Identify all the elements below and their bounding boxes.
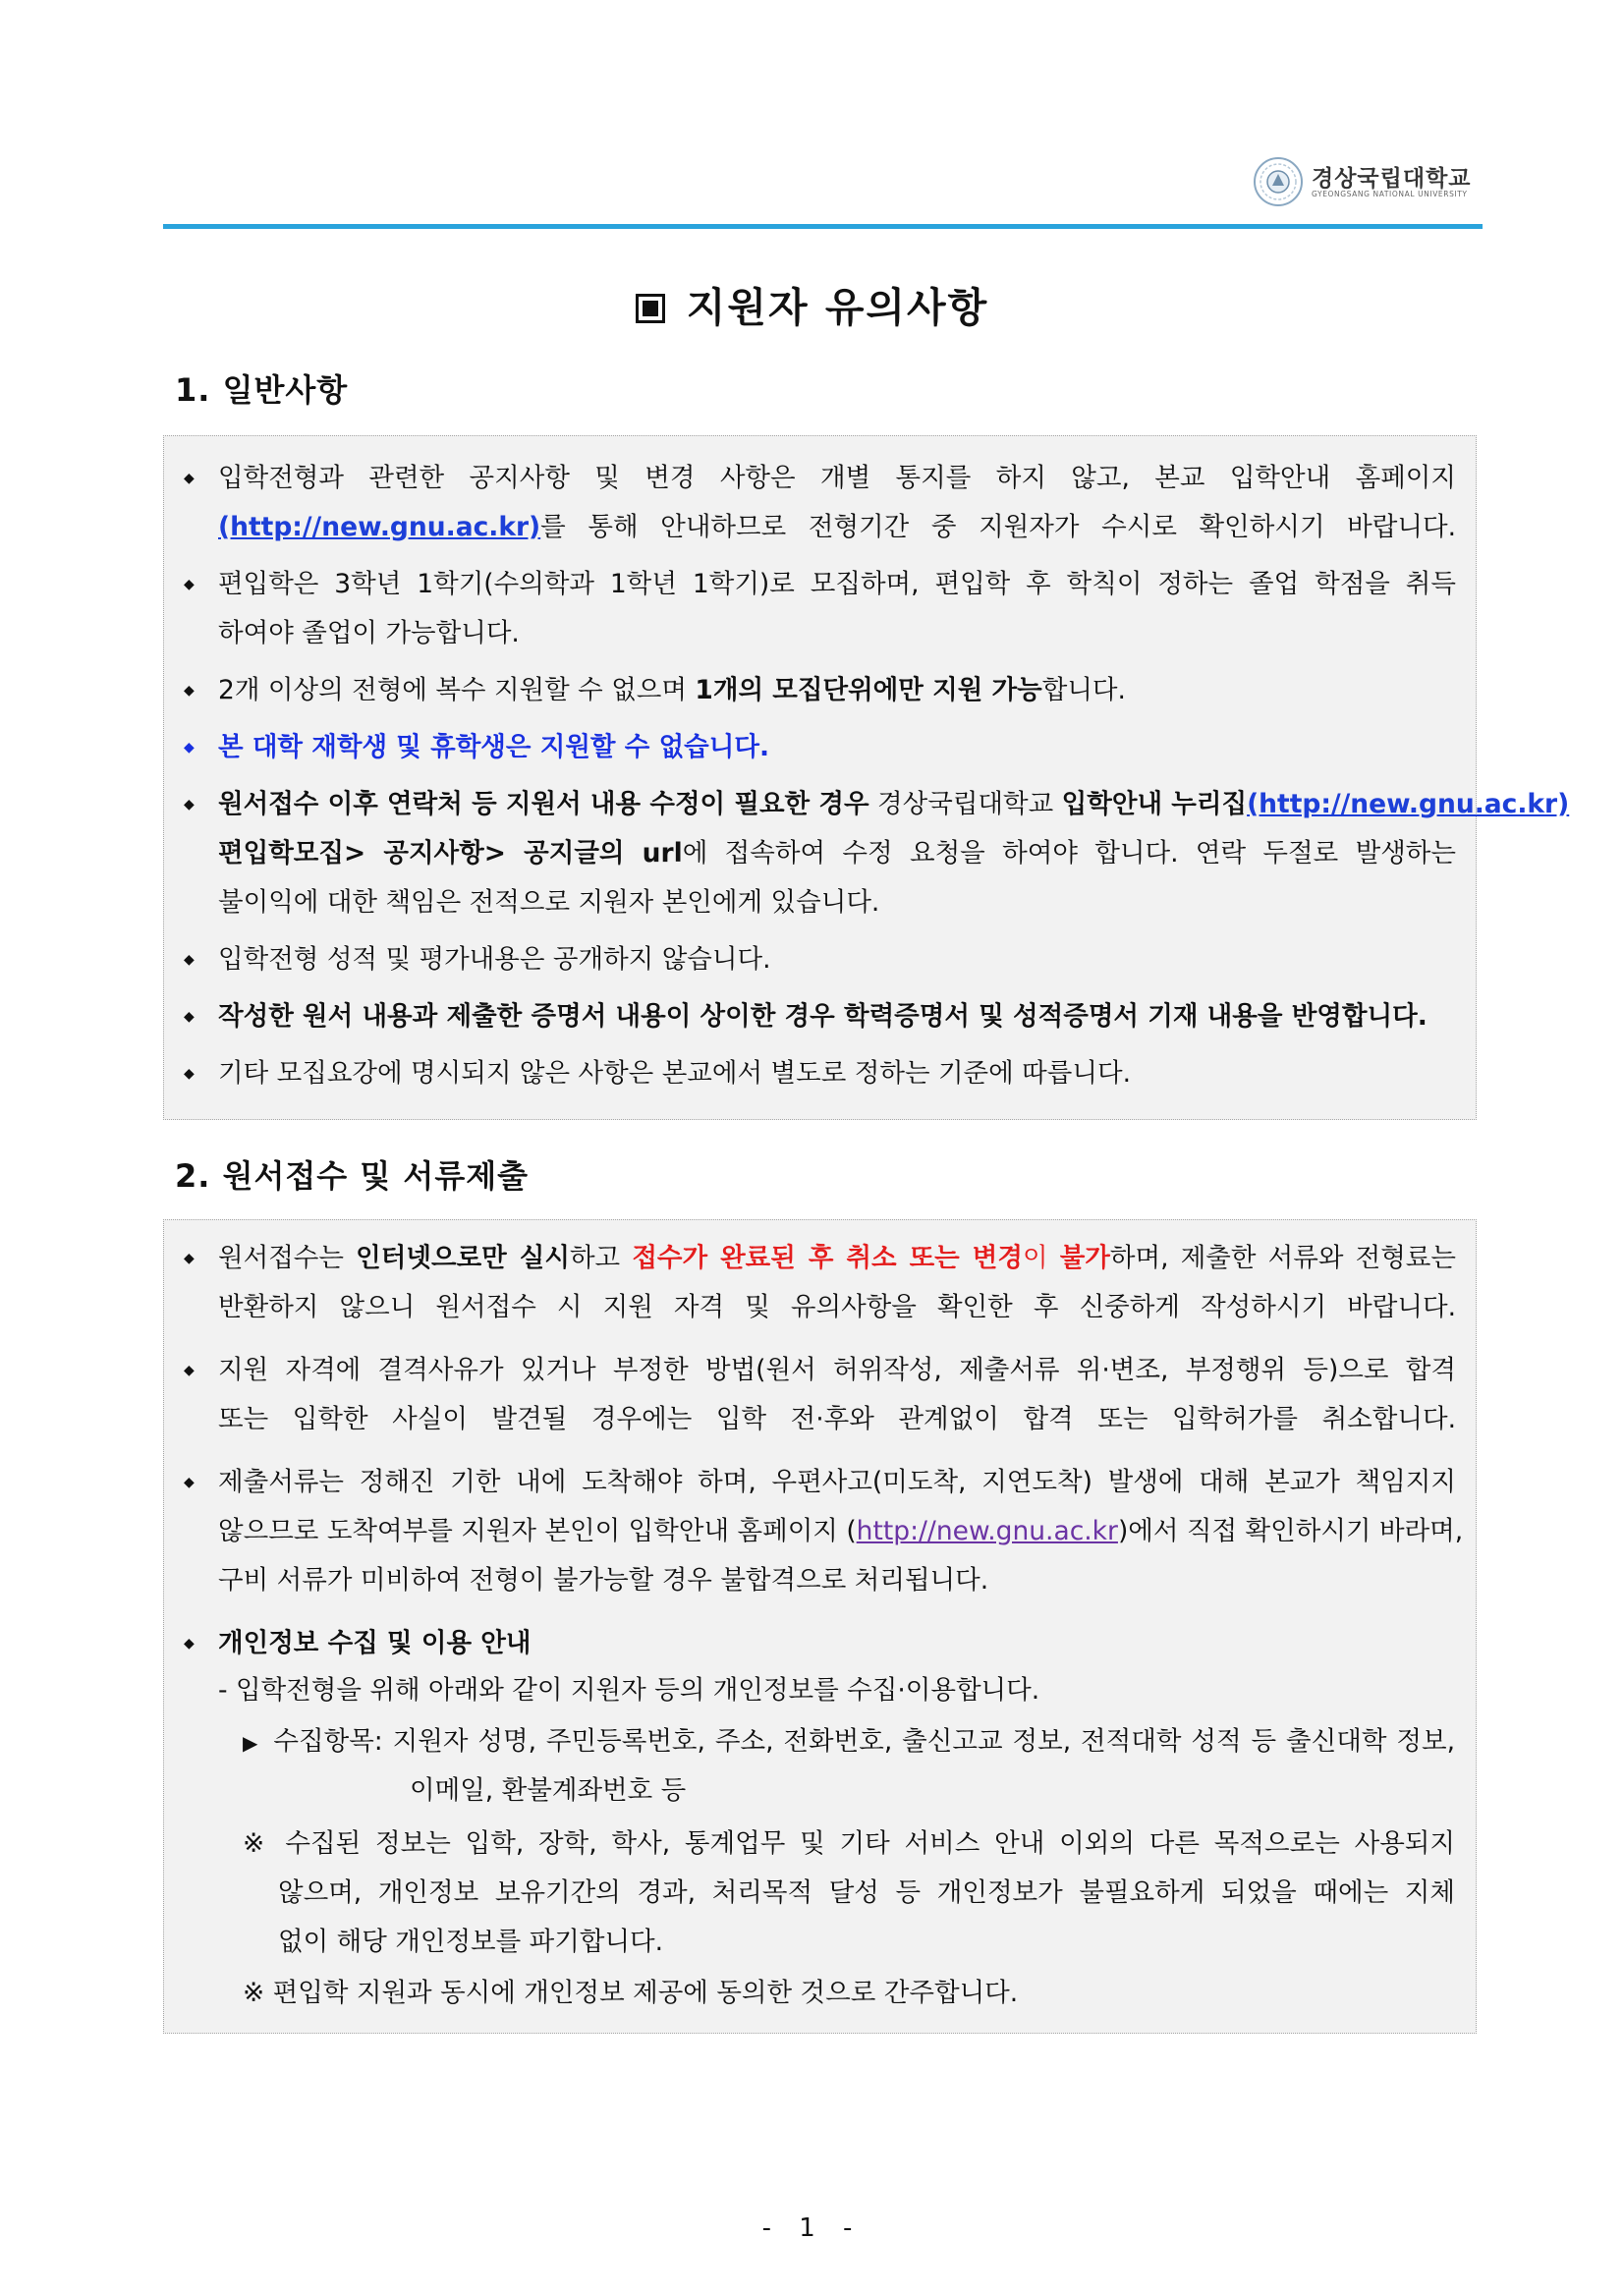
diamond-bullet-icon: ◆ <box>184 1363 195 1378</box>
diamond-bullet-icon: ◆ <box>184 1251 195 1266</box>
privacy-intro: - 입학전형을 위해 아래와 같이 지원자 등의 개인정보를 수집·이용합니다. <box>218 1675 1040 1706</box>
notice-line: 를 통해 안내하므로 전형기간 중 지원자가 수시로 확인하시기 바랍니다. <box>540 512 1456 542</box>
privacy-heading: 개인정보 수집 및 이용 안내 <box>218 1628 532 1658</box>
notice-item <box>184 935 1456 984</box>
notice-item <box>184 1346 1456 1444</box>
notice-line: 제출서류는 정해진 기한 내에 도착해야 하며, 우편사고(미도착, 지연도착) 발생에 대해 본교가 책임지지 <box>218 1467 1456 1497</box>
triangle-bullet-icon: ▶ <box>243 1731 258 1755</box>
notice-item: ◆ 제출서류는 정해진 기한 내에 도착해야 하며, 우편사고(미도착, 지연도착) 발생에 대해 본교가 책임지지 않으므로 도착여부를 지원자 본인이 입학안내 홈페이지 (http://new.gnu.ac.kr)에서 직접 확인하시기 바라며, 구비 서류가 미비하여 전형이 불가능할 경우 불합격으로 처리됩니다. <box>218 1458 1456 1605</box>
notice-line: 지원 자격에 결격사유가 있거나 부정한 방법(원서 허위작성, 제출서류 위·변조, 부정행위 등)으로 합격 <box>218 1355 1456 1385</box>
diamond-bullet-icon: ◆ <box>184 471 195 486</box>
application-notes-box <box>163 1219 1477 2034</box>
diamond-bullet-icon: ◆ <box>184 1009 195 1025</box>
diamond-bullet-icon: ◆ <box>184 683 195 699</box>
notice-line: 하여야 졸업이 가능합니다. <box>218 618 520 648</box>
section-2-heading: 2. 원서접수 및 서류제출 <box>175 1157 530 1195</box>
notice-line: 불이익에 대한 책임은 전적으로 지원자 본인에게 있습니다. <box>218 887 880 918</box>
notice-line: 구비 서류가 미비하여 전형이 불가능할 경우 불합격으로 처리됩니다. <box>218 1565 989 1596</box>
notice-line: 반환하지 않으니 원서접수 시 지원 자격 및 유의사항을 확인한 후 신중하게 작성하시기 바랍니다. <box>218 1292 1456 1322</box>
header-divider <box>163 224 1483 229</box>
notice-item <box>184 560 1456 658</box>
homepage-link[interactable]: (http://new.gnu.ac.kr) <box>1247 789 1570 819</box>
notice-line: 입학전형과 관련한 공지사항 및 변경 사항은 개별 통지를 하지 않고, 본교 입학안내 홈페이지 <box>218 463 1456 493</box>
logo-subtitle: GYEONGSANG NATIONAL UNIVERSITY <box>1312 190 1468 198</box>
notice-line: 본 대학 재학생 및 휴학생은 지원할 수 없습니다. <box>218 732 770 762</box>
notice-line: 작성한 원서 내용과 제출한 증명서 내용이 상이한 경우 학력증명서 및 성적증명서 기재 내용을 반영합니다. <box>218 1001 1428 1032</box>
privacy-notice-item <box>184 1619 1456 1668</box>
university-logo <box>1253 152 1484 207</box>
diamond-bullet-icon: ◆ <box>184 740 195 756</box>
consent-note: ※ 편입학 지원과 동시에 개인정보 제공에 동의한 것으로 간주합니다. <box>243 1978 1019 2008</box>
diamond-bullet-icon: ◆ <box>184 1636 195 1652</box>
general-notes-box <box>163 435 1570 1120</box>
diamond-bullet-icon: ◆ <box>184 797 195 812</box>
diamond-bullet-icon: ◆ <box>184 1475 195 1490</box>
emphasis-text: 1개의 모집단위에만 지원 가능 <box>695 675 1042 705</box>
retention-note-line: 않으며, 개인정보 보유기간의 경과, 처리목적 달성 등 개인정보가 불필요하게 되었을 때에는 지체 <box>278 1877 1455 1908</box>
homepage-link[interactable]: (http://new.gnu.ac.kr) <box>218 512 541 542</box>
notice-item <box>184 454 1456 552</box>
retention-note-line: 없이 해당 개인정보를 파기합니다. <box>278 1927 664 1957</box>
logo-name: 경상국립대학교 <box>1312 166 1472 192</box>
notice-item <box>184 1049 1456 1098</box>
section-1-heading: 1. 일반사항 <box>175 371 349 409</box>
page-title-text: 지원자 유의사항 <box>686 284 989 331</box>
notice-line: 편입학은 3학년 1학기(수의학과 1학년 1학기)로 모집하며, 편입학 후 학칙이 정하는 졸업 학점을 취득 <box>218 569 1456 599</box>
square-bullet-icon <box>636 294 665 323</box>
homepage-link[interactable]: http://new.gnu.ac.kr <box>856 1516 1118 1546</box>
notice-line: 기타 모집요강에 명시되지 않은 사항은 본교에서 별도로 정하는 기준에 따릅니다. <box>218 1058 1132 1089</box>
notice-item: ◆ 원서접수는 인터넷으로만 실시하고 접수가 완료된 후 취소 또는 변경이 불가하며, 제출한 서류와 전형료는 반환하지 않으니 원서접수 시 지원 자격 및 유의사항을 확인한 후 신중하게 작성하시기 바랍니다. <box>218 1234 1456 1332</box>
collect-items-line-2: 이메일, 환불계좌번호 등 <box>410 1775 687 1806</box>
notice-line: 입학전형 성적 및 평가내용은 공개하지 않습니다. <box>218 944 771 975</box>
university-emblem-icon <box>1253 156 1304 207</box>
notice-item: ◆ 원서접수 이후 연락처 등 지원서 내용 수정이 필요한 경우 경상국립대학교 입학안내 누리집(http://new.gnu.ac.kr) 편입학모집> 공지사항> 공지글의 url에 접속하여 수정 요청을 하여야 합니다. 연락 두절로 발생하는 불이익에 대한 책임은 전적으로 지원자 본인에게 있습니다. <box>218 780 1456 927</box>
notice-item <box>184 723 1456 772</box>
page-number: - 1 - <box>761 2213 863 2243</box>
diamond-bullet-icon: ◆ <box>184 1066 195 1082</box>
collect-items-line: ▶ 수집항목: 지원자 성명, 주민등록번호, 주소, 전화번호, 출신고교 정보, 전적대학 성적 등 출신대학 정보, <box>243 1717 1455 1767</box>
notice-item: ◆ 2개 이상의 전형에 복수 지원할 수 없으며 1개의 모집단위에만 지원 가능합니다. <box>218 666 1456 715</box>
diamond-bullet-icon: ◆ <box>184 577 195 592</box>
page-title <box>0 275 1624 333</box>
retention-note-line: ※ 수집된 정보는 입학, 장학, 학사, 통계업무 및 기타 서비스 안내 이외의 다른 목적으로는 사용되지 <box>243 1828 1455 1859</box>
diamond-bullet-icon: ◆ <box>184 952 195 968</box>
notice-line: 또는 입학한 사실이 발견될 경우에는 입학 전·후와 관계없이 합격 또는 입학허가를 취소합니다. <box>218 1404 1456 1434</box>
notice-item <box>184 992 1456 1041</box>
